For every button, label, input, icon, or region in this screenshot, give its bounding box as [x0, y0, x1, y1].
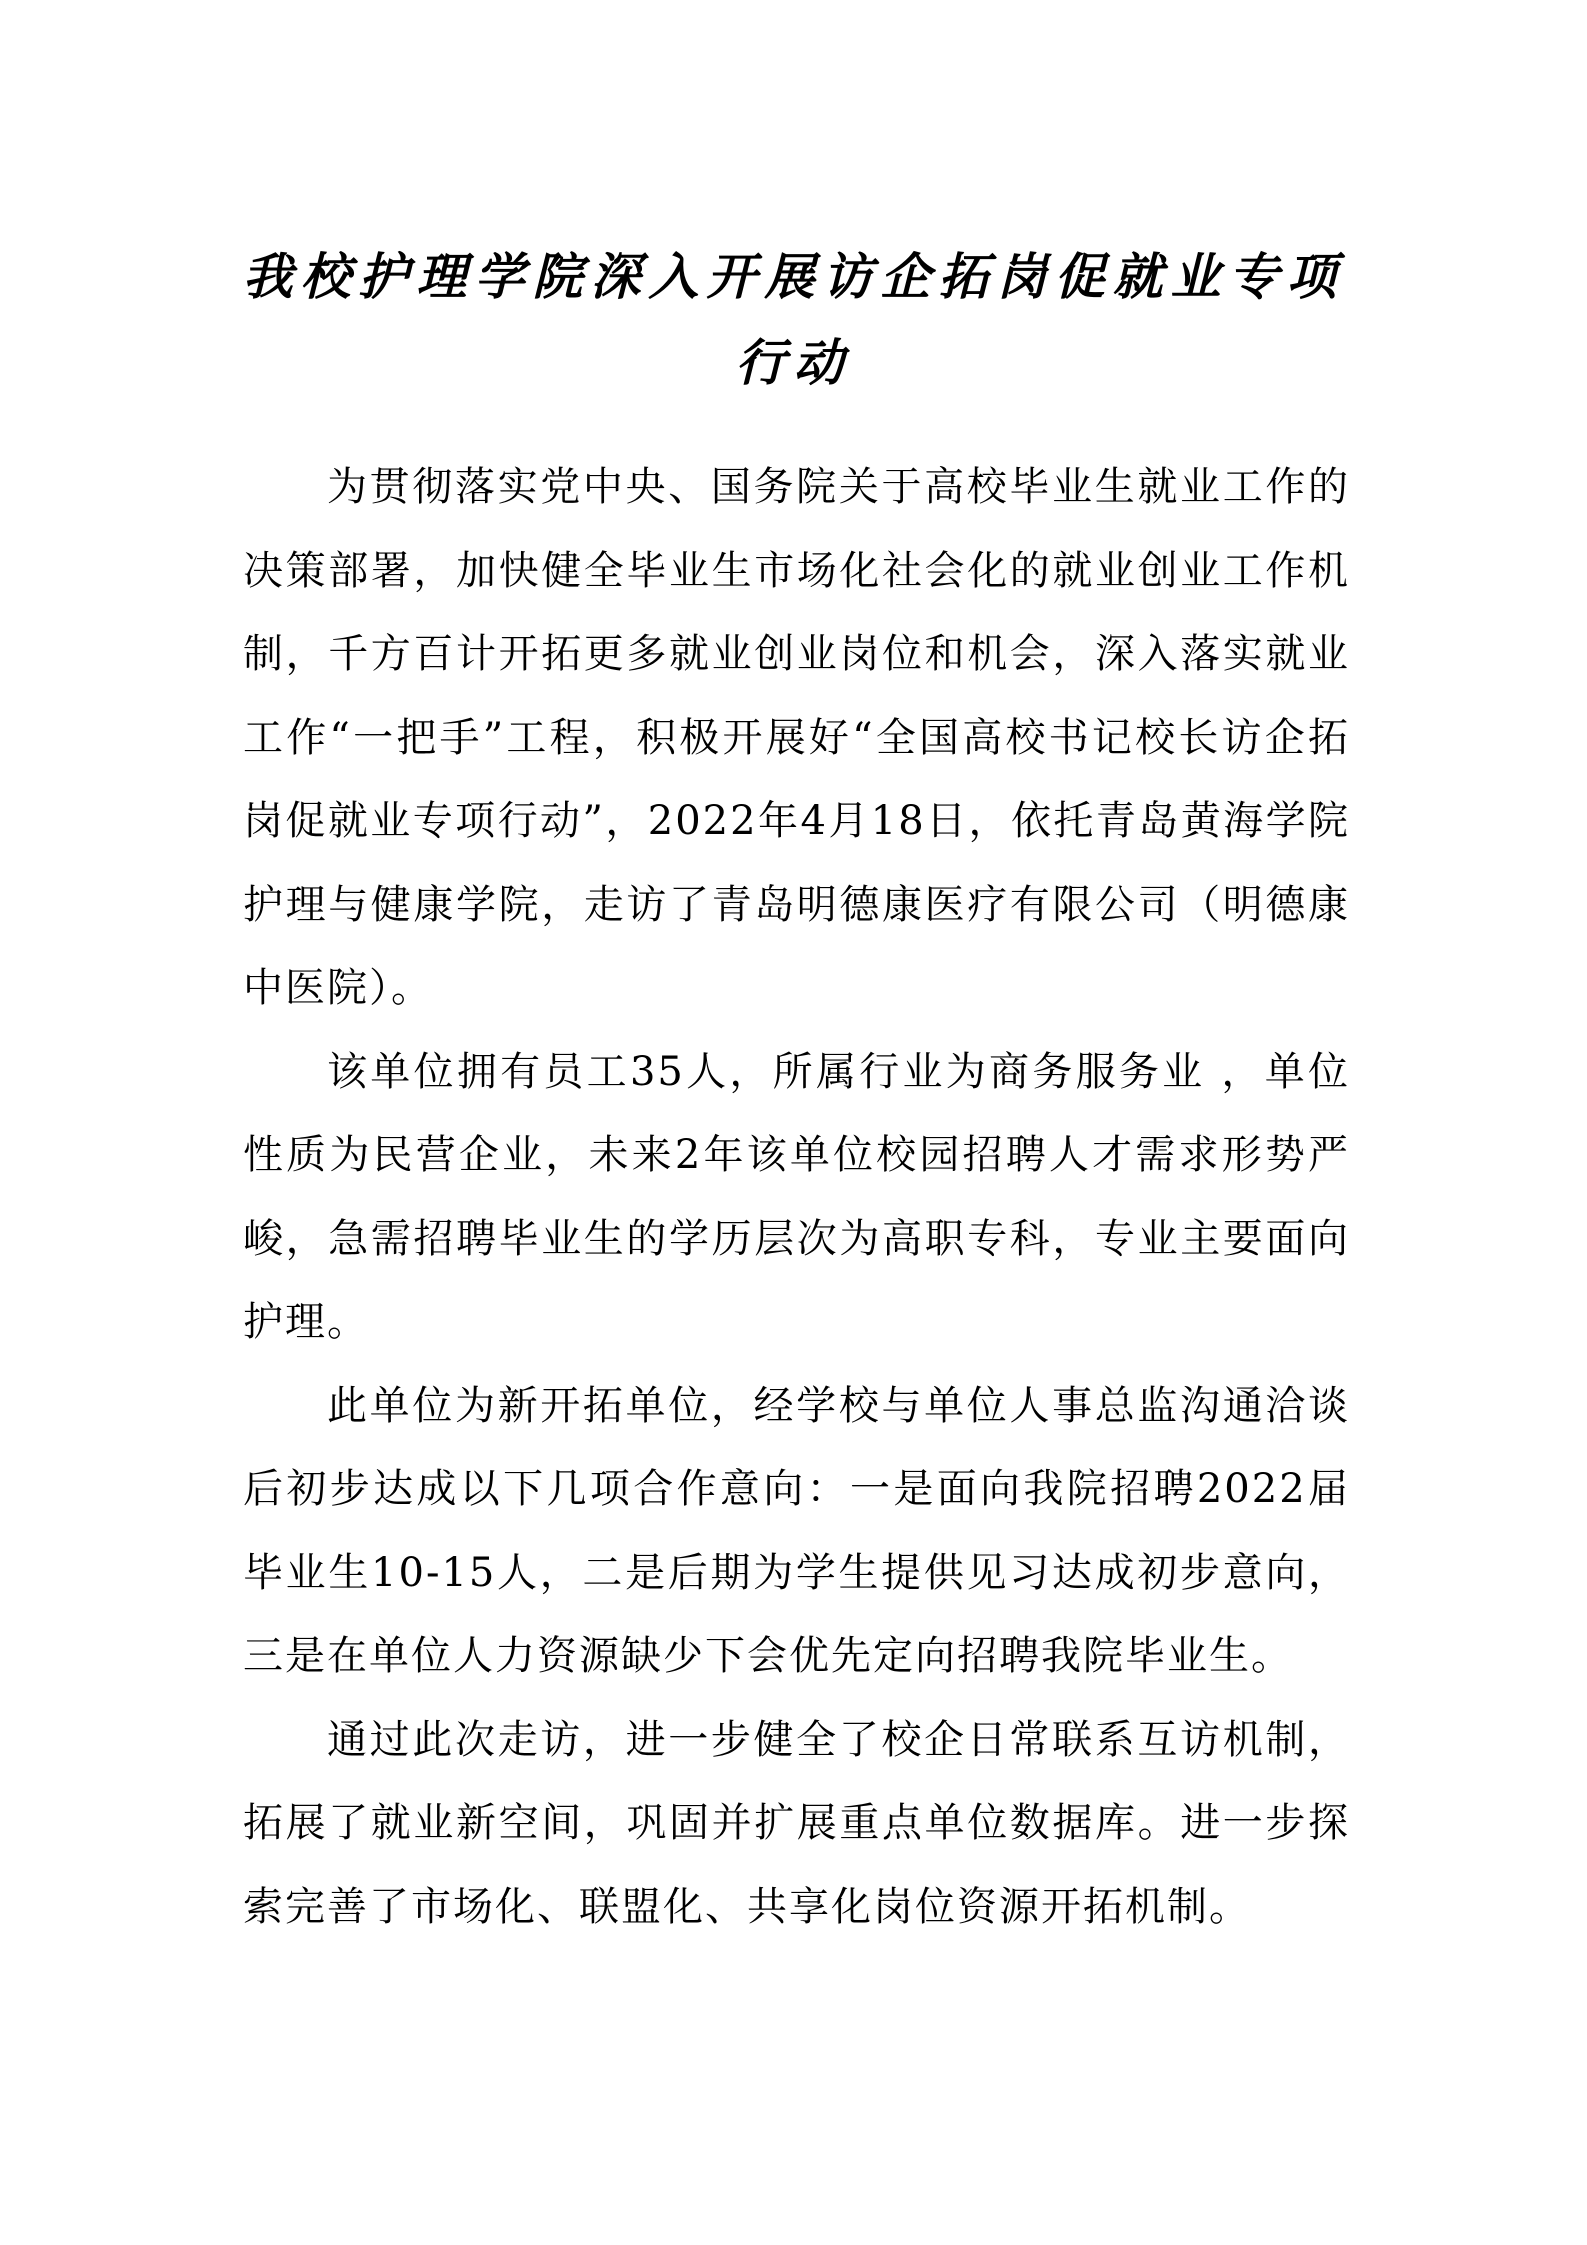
paragraph-company-info: 该单位拥有员工35人，所属行业为商务服务业 ，单位性质为民营企业，未来2年该单位校园招聘人才需求形势严峻，急需招聘毕业生的学历层次为高职专科，专业主要面向护理。: [243, 1048, 1350, 1345]
paragraph-cooperation: 此单位为新开拓单位，经学校与单位人事总监沟通洽谈后初步达成以下几项合作意向：一是面向我院招聘2022届毕业生10-15人，二是后期为学生提供见习达成初步意向，三是在单位人力资源缺少下会优先定向招聘我院毕业生。: [243, 1382, 1350, 1679]
paragraph-intro: 为贯彻落实党中央、国务院关于高校毕业生就业工作的决策部署，加快健全毕业生市场化社会化的就业创业工作机制，千方百计开拓更多就业创业岗位和机会，深入落实就业工作“一把手”工程，积极开展好“全国高校书记校长访企拓岗促就业专项行动”，2022年4月18日，依托青岛黄海学院护理与健康学院，走访了青岛明德康医疗有限公司（明德康中医院）。: [243, 464, 1350, 1011]
document-body: [243, 446, 1350, 1949]
paragraph-conclusion: 通过此次走访，进一步健全了校企日常联系互访机制，拓展了就业新空间，巩固并扩展重点单位数据库。进一步探索完善了市场化、联盟化、共享化岗位资源开拓机制。: [243, 1716, 1350, 1930]
document-title: 我校护理学院深入开展访企拓岗促就业专项行动: [242, 246, 1345, 392]
